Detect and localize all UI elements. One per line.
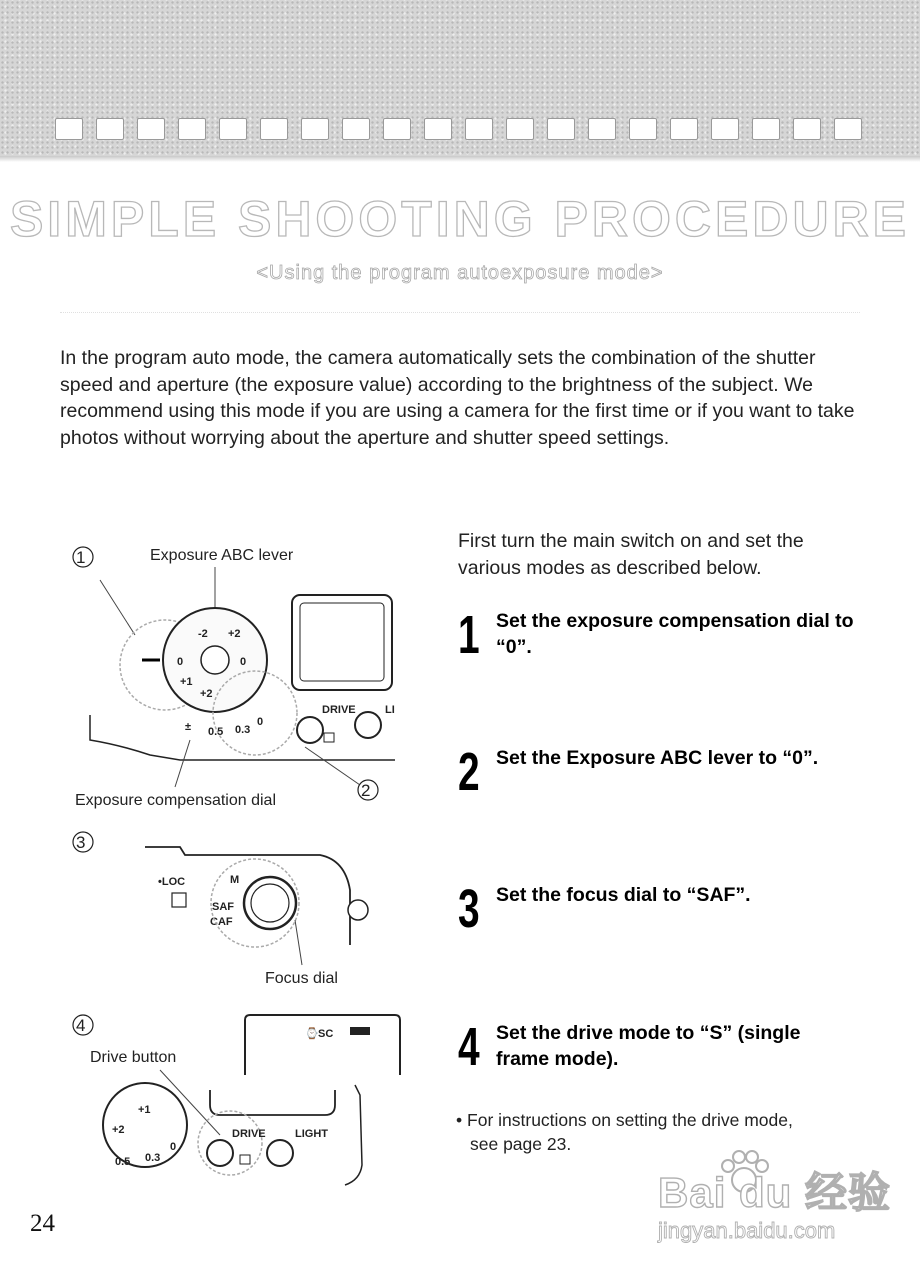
dial-mark-plus2: +2 [228,628,241,640]
sprocket-hole [506,118,534,140]
dial-mark-zero: 0 [240,656,247,668]
watermark-url: jingyan.baidu.com [658,1218,836,1243]
battery-icon [350,1027,370,1035]
strap-lug [348,900,368,920]
light-mark: LIGHT [295,1128,328,1140]
drive-icon [240,1155,250,1164]
step-number: 3 [458,879,480,939]
zero-mark: 0 [170,1141,177,1153]
light-button [267,1140,293,1166]
dial-mark-plus2: +2 [200,688,213,700]
sprocket-hole [137,118,165,140]
drive-button-label: Drive button [90,1049,177,1066]
focus-dial [244,877,296,929]
intro-paragraph: In the program auto mode, the camera automatically sets the combination of the shutter speed and aperture (the exposure value) according to the brightness of the subject. We recommend using this mode if you are using a camera for the first time or if you want to take photos without worrying about the aperture and shutter speed settings. [60,347,855,449]
note-line-2: see page 23. [470,1134,572,1154]
manual-mark: M [230,874,240,886]
third-step-mark: 0.3 [145,1152,161,1164]
step-number: 1 [458,605,480,665]
panel-drive-button [73,1015,400,1185]
dial-mark-plus1: +1 [180,676,193,688]
dial-mark-minus2: -2 [198,628,208,640]
camera-side-outline [345,1085,362,1185]
light-mark: LI [385,704,395,716]
sprocket-hole [629,118,657,140]
watermark [648,1140,918,1270]
leader-line [295,920,302,965]
sprocket-hole [342,118,370,140]
instructions-lead: First turn the main switch on and set the various modes as described below. [458,530,804,579]
film-sprockets [55,118,865,140]
drive-icon [324,733,334,742]
leader-line [305,747,360,785]
page-subtitle: <Using the program autoexposure mode> [256,262,664,284]
zoom-circle [198,1111,262,1175]
bullet: • [456,1110,463,1130]
step-number: 2 [458,742,480,802]
callout-3-marker: 3 [76,833,86,852]
sprocket-hole [424,118,452,140]
sprocket-hole [219,118,247,140]
sprocket-hole [383,118,411,140]
callout-2-marker: 2 [361,781,371,800]
lcd-panel [245,1015,400,1075]
divider [60,312,860,329]
panel-dials [73,547,395,809]
step-text: Set the exposure compensation dial to “0”. [496,610,854,658]
lcd-screen [300,603,384,681]
sprocket-hole [670,118,698,140]
page-title: SIMPLE SHOOTING PROCEDURE [9,191,911,247]
drive-mark: DRIVE [232,1128,266,1140]
exposure-compensation-dial-label: Exposure compensation dial [75,792,277,809]
camera-illustration [60,525,410,1195]
half-step-mark: 0.5 [115,1156,131,1168]
sprocket-hole [178,118,206,140]
self-timer-mark: ⌚ [305,1028,319,1040]
dial-center [201,646,229,674]
callout-1-marker: 1 [76,548,86,567]
focus-dial-label: Focus dial [265,970,338,987]
dial-mark-zero: 0 [177,656,184,668]
step-4 [458,1017,868,1080]
step-1 [458,605,868,668]
sprocket-hole [301,118,329,140]
banner-edge [0,156,920,162]
sprocket-hole [547,118,575,140]
sprocket-hole [96,118,124,140]
drive-mark: DRIVE [322,704,356,716]
exposure-abc-lever-label: Exposure ABC lever [150,547,294,564]
callout-4-marker: 4 [76,1016,86,1035]
step-2 [458,742,868,805]
sprocket-hole [465,118,493,140]
zero-mark: 0 [257,716,264,728]
watermark-logo: Bai du 经验 [658,1169,892,1216]
lcd-panel [292,595,392,690]
plusminus-mark: ± [185,721,192,733]
note-line-1: For instructions on setting the drive mode, [467,1110,793,1130]
sprocket-hole [834,118,862,140]
drive-button [297,717,323,743]
drive-button [207,1140,233,1166]
af-frame-icon [172,893,186,907]
sprocket-hole [793,118,821,140]
dial-mark-plus2: +2 [112,1124,125,1136]
sprocket-hole [260,118,288,140]
step-text: Set the drive mode to “S” (single frame mode). [496,1022,801,1070]
page-number: 24 [30,1210,55,1237]
half-step-mark: 0.5 [208,726,224,738]
dial-mark-plus1: +1 [138,1104,151,1116]
camera-body-outline [90,715,395,760]
step-3 [458,879,868,942]
light-button [355,712,381,738]
sc-mark: SC [318,1028,334,1040]
camera-rear-outline [210,1090,335,1115]
step-text: Set the focus dial to “SAF”. [496,884,751,906]
step-text: Set the Exposure ABC lever to “0”. [496,747,819,769]
sprocket-hole [752,118,780,140]
third-step-mark: 0.3 [235,724,251,736]
leader-line [100,580,135,635]
panel-focus-dial [73,832,368,987]
step-number: 4 [458,1017,480,1077]
saf-mark: SAF [212,901,234,913]
sprocket-hole [588,118,616,140]
caf-mark: CAF [210,916,233,928]
leader-line [160,1070,220,1135]
sprocket-hole [55,118,83,140]
sprocket-hole [711,118,739,140]
leader-line [175,740,190,787]
lock-mark: •LOC [158,876,186,888]
